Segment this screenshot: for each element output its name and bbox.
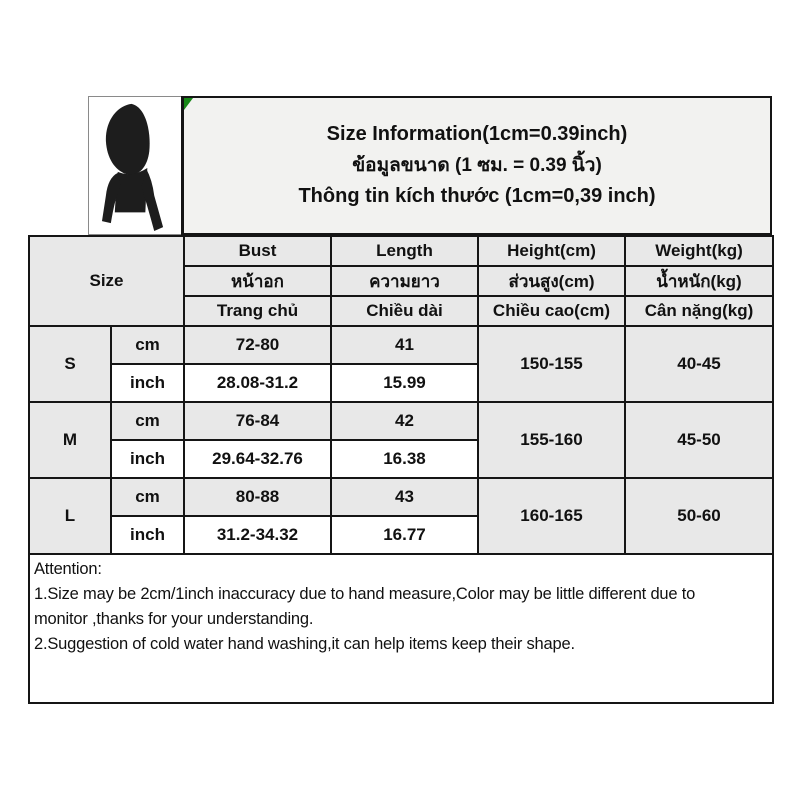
unit-cm-label: cm [111,402,184,440]
size-info-title-cell [181,96,772,235]
m-bust-inch: 29.64-32.76 [184,440,331,478]
m-weight: 45-50 [625,402,773,478]
hooded-crop-top-icon [89,97,181,234]
l-bust-inch: 31.2-34.32 [184,516,331,554]
s-weight: 40-45 [625,326,773,402]
size-s-label: S [29,326,111,402]
unit-cm-label: cm [111,326,184,364]
product-thumbnail [88,96,181,235]
header-height-en: Height(cm) [478,236,625,266]
l-weight: 50-60 [625,478,773,554]
attention-note-2: 2.Suggestion of cold water hand washing,it can help items keep their shape. [34,635,575,653]
unit-inch-label: inch [111,364,184,402]
header-weight-en: Weight(kg) [625,236,773,266]
s-length-inch: 15.99 [331,364,478,402]
size-chart-table [28,235,774,704]
s-bust-cm: 72-80 [184,326,331,364]
header-bust-vn: Trang chủ [184,296,331,326]
title-english: Size Information(1cm=0.39inch) [326,123,628,145]
header-height-vn: Chiều cao(cm) [478,296,625,326]
s-height: 150-155 [478,326,625,402]
title-thai: ข้อมูลขนาด (1 ซม. = 0.39 นิ้ว) [352,155,602,176]
m-length-cm: 42 [331,402,478,440]
header-weight-th: น้ำหนัก(kg) [625,266,773,296]
s-length-cm: 41 [331,326,478,364]
header-height-th: ส่วนสูง(cm) [478,266,625,296]
size-header-cell: Size [29,236,184,326]
header-length-vn: Chiều dài [331,296,478,326]
l-length-cm: 43 [331,478,478,516]
m-length-inch: 16.38 [331,440,478,478]
m-height: 155-160 [478,402,625,478]
header-weight-vn: Cân nặng(kg) [625,296,773,326]
green-corner-marker-icon [184,98,193,110]
m-bust-cm: 76-84 [184,402,331,440]
l-height: 160-165 [478,478,625,554]
size-l-label: L [29,478,111,554]
header-length-en: Length [331,236,478,266]
unit-cm-label: cm [111,478,184,516]
header-bust-en: Bust [184,236,331,266]
attention-note-1: 1.Size may be 2cm/1inch inaccuracy due to hand measure,Color may be little different due to monitor ,thanks for your understanding. [34,585,696,628]
s-bust-inch: 28.08-31.2 [184,364,331,402]
header-bust-th: หน้าอก [184,266,331,296]
unit-inch-label: inch [111,516,184,554]
title-vietnamese: Thông tin kích thước (1cm=0,39 inch) [298,185,656,207]
l-bust-cm: 80-88 [184,478,331,516]
unit-inch-label: inch [111,440,184,478]
attention-title: Attention: [34,560,102,578]
size-m-label: M [29,402,111,478]
l-length-inch: 16.77 [331,516,478,554]
header-length-th: ความยาว [331,266,478,296]
attention-cell [29,554,773,703]
